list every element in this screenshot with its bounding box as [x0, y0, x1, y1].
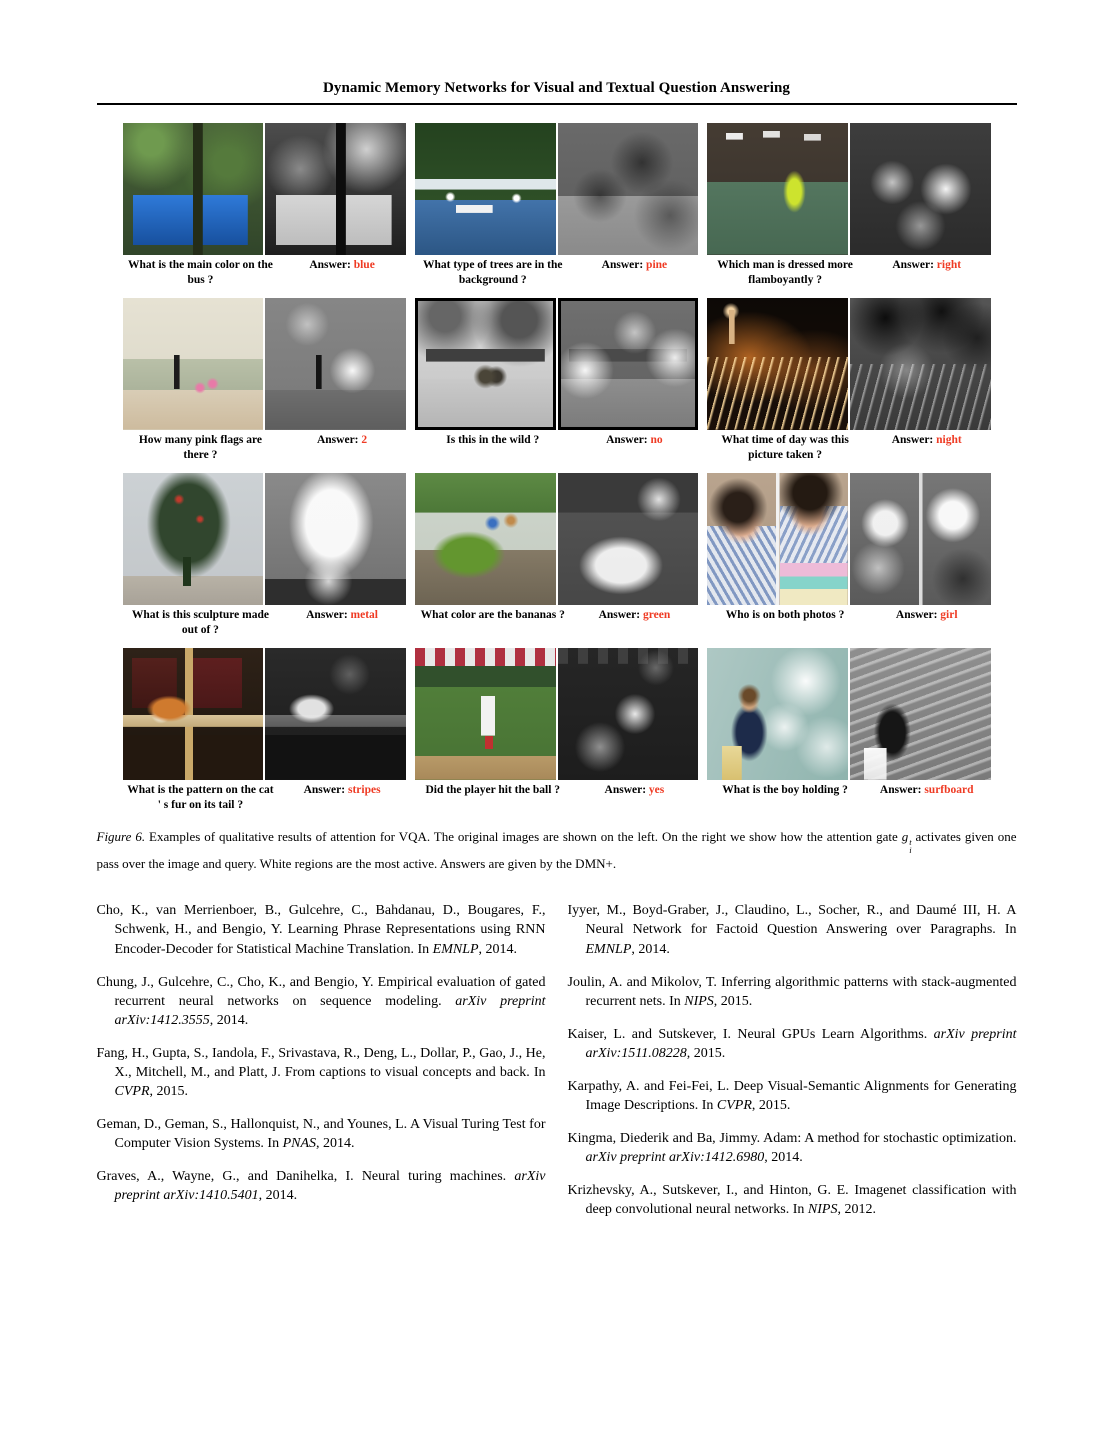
- reference-text: Krizhevsky, A., Sutskever, I., and Hinton, G. E. Imagenet classification with deep convolutional neural networks. In: [567, 1182, 1017, 1217]
- answer-prefix: Answer:: [306, 609, 351, 621]
- reference-item: [568, 1077, 1017, 1115]
- vqa-photo-bus: [123, 123, 264, 255]
- header-rule: [97, 103, 1017, 105]
- figure-image-pair: [123, 298, 406, 430]
- answer-text: [278, 608, 405, 623]
- question-text: What is the boy holding ?: [722, 784, 848, 796]
- figure-panel-highway: [707, 298, 990, 468]
- figure-panel-cat: [123, 648, 406, 818]
- answer-prefix: Answer:: [316, 434, 362, 446]
- figure-caption-text-post: activates given one pass over the image and query. White regions are the most active. Answers are given by the DMN+.: [96, 829, 1017, 871]
- reference-text: , 2014.: [631, 941, 670, 957]
- vqa-photo-babies: [707, 473, 848, 605]
- attention-map-horses: [558, 298, 699, 430]
- figure-image-pair: [415, 123, 698, 255]
- answer-prefix: Answer:: [601, 259, 647, 271]
- answer-value: no: [650, 434, 663, 446]
- reference-text: , 2014.: [764, 1149, 803, 1165]
- attention-gate-symbol: g: [901, 829, 909, 844]
- panel-caption: [707, 430, 990, 468]
- vqa-photo-baseball: [415, 648, 556, 780]
- panel-caption: [415, 255, 698, 293]
- vqa-photo-cat: [123, 648, 264, 780]
- reference-text: Kaiser, L. and Sutskever, I. Neural GPUs Learn Algorithms.: [567, 1026, 934, 1042]
- panel-caption: [707, 255, 990, 293]
- figure-image-pair: [415, 648, 698, 780]
- figure-panel-court: [707, 123, 990, 293]
- panel-caption: [123, 255, 406, 293]
- question-text: What is the main color on the bus ?: [128, 259, 273, 286]
- reference-text: , 2014.: [258, 1187, 298, 1203]
- figure-panel-beach: [123, 298, 406, 468]
- figure-panel-baseball: [415, 648, 698, 818]
- answer-value: 2: [361, 434, 368, 446]
- question-text: What color are the bananas ?: [420, 609, 565, 621]
- reference-text: Cho, K., van Merrienboer, B., Gulcehre, C., Bahdanau, D., Bougares, F., Schwenk, H., and Bengio, Y. Learning Phrase Representations using RNN Encoder-Decoder for Statistical Machine Translation. In: [96, 903, 546, 957]
- reference-text: Karpathy, A. and Fei-Fei, L. Deep Visual-Semantic Alignments for Generating Image Descriptions. In: [567, 1078, 1017, 1113]
- figure-grid: [123, 123, 991, 818]
- answer-prefix: Answer:: [892, 259, 937, 271]
- reference-text: Iyyer, M., Boyd-Graber, J., Claudino, L., Socher, R., and Daumé III, H. A Neural Network for Factoid Question Answering over Paragraphs. In: [567, 903, 1017, 938]
- answer-text: [863, 258, 990, 273]
- answer-text: [571, 783, 698, 798]
- reference-item: [568, 1025, 1017, 1063]
- answer-text: [571, 258, 698, 273]
- reference-item: [97, 1044, 546, 1101]
- answer-text: [863, 783, 990, 798]
- figure-image-pair: [707, 123, 990, 255]
- reference-text: Chung, J., Gulcehre, C., Cho, K., and Bengio, Y. Empirical evaluation of gated recurrent neural networks on sequence modeling.: [96, 974, 546, 1009]
- question-text: What is the pattern on the cat ' s fur on its tail ?: [127, 784, 274, 811]
- figure-panel-babies: [707, 473, 990, 643]
- answer-value: surfboard: [924, 784, 974, 796]
- reference-item: [97, 1167, 546, 1205]
- attention-map-court: [850, 123, 991, 255]
- question-text: Is this in the wild ?: [446, 434, 540, 446]
- references-left-column: [97, 901, 546, 1232]
- attention-map-sculpture: [265, 473, 406, 605]
- answer-prefix: Answer:: [879, 784, 925, 796]
- vqa-photo-court: [707, 123, 848, 255]
- answer-text: [278, 783, 405, 798]
- figure-panel-horses: [415, 298, 698, 468]
- answer-prefix: Answer:: [891, 434, 937, 446]
- reference-text: Joulin, A. and Mikolov, T. Inferring algorithmic patterns with stack-augmented recurrent nets. In: [567, 974, 1017, 1009]
- reference-venue: arXiv preprint arXiv:1412.6980: [585, 1149, 765, 1165]
- reference-venue: arXiv preprint arXiv:1410.5401: [114, 1168, 546, 1203]
- reference-venue: NIPS: [807, 1201, 838, 1217]
- attention-map-cat: [265, 648, 406, 780]
- figure-image-pair: [123, 648, 406, 780]
- figure-image-pair: [707, 648, 990, 780]
- figure-image-pair: [415, 298, 698, 430]
- answer-value: pine: [646, 259, 668, 271]
- question-text: What type of trees are in the background ?: [423, 259, 563, 286]
- figure-caption-text-pre: Examples of qualitative results of attention for VQA. The original images are shown on the left. On the right we show how the attention gate: [145, 829, 902, 844]
- reference-venue: arXiv preprint arXiv:1511.08228: [585, 1026, 1017, 1061]
- figure-image-pair: [415, 473, 698, 605]
- answer-value: metal: [350, 609, 378, 621]
- reference-item: [97, 1115, 546, 1153]
- reference-venue: EMNLP: [432, 941, 479, 957]
- answer-value: right: [936, 259, 962, 271]
- answer-text: [278, 258, 405, 273]
- figure-row: [123, 123, 991, 293]
- figure-panel-bus: [123, 123, 406, 293]
- panel-caption: [123, 780, 406, 818]
- answer-text: [863, 433, 990, 448]
- figure-image-pair: [707, 473, 990, 605]
- figure-row: [123, 648, 991, 818]
- reference-text: Fang, H., Gupta, S., Iandola, F., Srivastava, R., Deng, L., Dollar, P., Gao, J., He, X., Mitchell, M., and Platt, J. From captions to visual concepts and back. In: [96, 1045, 546, 1080]
- references-right-column: [568, 901, 1017, 1232]
- answer-value: blue: [353, 259, 375, 271]
- reference-text: , 2012.: [837, 1201, 876, 1217]
- reference-text: , 2014.: [478, 941, 518, 957]
- answer-prefix: Answer:: [604, 784, 649, 796]
- answer-value: girl: [940, 609, 958, 621]
- attention-map-bananas: [558, 473, 699, 605]
- attention-map-bus: [265, 123, 406, 255]
- attention-map-seaplane: [558, 123, 699, 255]
- reference-text: , 2015.: [751, 1097, 791, 1113]
- answer-value: yes: [648, 784, 665, 796]
- reference-text: , 2015.: [686, 1045, 726, 1061]
- answer-text: [863, 608, 990, 623]
- reference-item: [568, 901, 1017, 958]
- figure-panel-bananas: [415, 473, 698, 643]
- question-text: What time of day was this picture taken ?: [721, 434, 849, 461]
- figure-panel-seaplane: [415, 123, 698, 293]
- figure-panel-sculpture: [123, 473, 406, 643]
- question-text: How many pink flags are there ?: [138, 434, 262, 461]
- panel-caption: [123, 605, 406, 643]
- panel-caption: [707, 780, 990, 818]
- figure-panel-surfer: [707, 648, 990, 818]
- reference-text: , 2014.: [209, 1012, 249, 1028]
- vqa-photo-highway: [707, 298, 848, 430]
- reference-item: [568, 1181, 1017, 1219]
- reference-text: , 2014.: [316, 1135, 355, 1151]
- reference-text: Geman, D., Geman, S., Hallonquist, N., and Younes, L. A Visual Turing Test for Computer Vision Systems. In: [96, 1116, 546, 1151]
- reference-venue: PNAS: [282, 1135, 317, 1151]
- attention-map-beach: [265, 298, 406, 430]
- reference-venue: CVPR: [716, 1097, 752, 1113]
- attention-map-baseball: [558, 648, 699, 780]
- figure-row: [123, 473, 991, 643]
- figure-image-pair: [707, 298, 990, 430]
- reference-item: [97, 901, 546, 958]
- vqa-photo-seaplane: [415, 123, 556, 255]
- reference-venue: EMNLP: [585, 941, 632, 957]
- reference-venue: CVPR: [114, 1083, 150, 1099]
- attention-map-highway: [850, 298, 991, 430]
- panel-caption: [415, 780, 698, 818]
- vqa-photo-bananas: [415, 473, 556, 605]
- panel-caption: [123, 430, 406, 468]
- reference-venue: NIPS: [684, 993, 714, 1009]
- question-text: Which man is dressed more flamboyantly ?: [717, 259, 853, 286]
- answer-value: night: [936, 434, 962, 446]
- vqa-photo-surfer: [707, 648, 848, 780]
- vqa-photo-beach: [123, 298, 264, 430]
- answer-prefix: Answer:: [606, 434, 651, 446]
- reference-item: [568, 1129, 1017, 1167]
- panel-caption: [707, 605, 990, 643]
- answer-value: stripes: [347, 784, 381, 796]
- answer-prefix: Answer:: [303, 784, 348, 796]
- figure-caption: [97, 827, 1017, 873]
- panel-caption: [415, 605, 698, 643]
- reference-item: [97, 973, 546, 1030]
- question-text: What is this sculpture made out of ?: [131, 609, 269, 636]
- reference-item: [568, 973, 1017, 1011]
- question-text: Did the player hit the ball ?: [425, 784, 561, 796]
- answer-value: green: [642, 609, 671, 621]
- figure-row: [123, 298, 991, 468]
- running-title: Dynamic Memory Networks for Visual and Textual Question Answering: [322, 80, 791, 96]
- vqa-photo-horses: [415, 298, 556, 430]
- attention-map-surfer: [850, 648, 991, 780]
- attention-gate-subscript: i: [909, 844, 912, 855]
- answer-prefix: Answer:: [895, 609, 941, 621]
- figure-image-pair: [123, 473, 406, 605]
- figure-image-pair: [123, 123, 406, 255]
- reference-text: , 2015.: [713, 993, 753, 1009]
- reference-text: , 2015.: [149, 1083, 188, 1099]
- attention-gate-superscript: t: [909, 836, 912, 847]
- attention-map-babies: [850, 473, 991, 605]
- reference-text: Graves, A., Wayne, G., and Danihelka, I. Neural turing machines.: [96, 1168, 515, 1184]
- references-section: [97, 901, 1017, 1232]
- figure-caption-label: Figure 6.: [96, 829, 146, 844]
- vqa-photo-sculpture: [123, 473, 264, 605]
- answer-text: [571, 608, 698, 623]
- figure-6: [123, 123, 991, 818]
- reference-text: Kingma, Diederik and Ba, Jimmy. Adam: A method for stochastic optimization.: [567, 1130, 1017, 1146]
- answer-prefix: Answer:: [309, 259, 354, 271]
- panel-caption: [415, 430, 698, 468]
- answer-text: [278, 433, 405, 448]
- question-text: Who is on both photos ?: [725, 609, 845, 621]
- reference-venue: arXiv preprint arXiv:1412.3555: [114, 993, 546, 1028]
- answer-text: [571, 433, 698, 448]
- answer-prefix: Answer:: [598, 609, 643, 621]
